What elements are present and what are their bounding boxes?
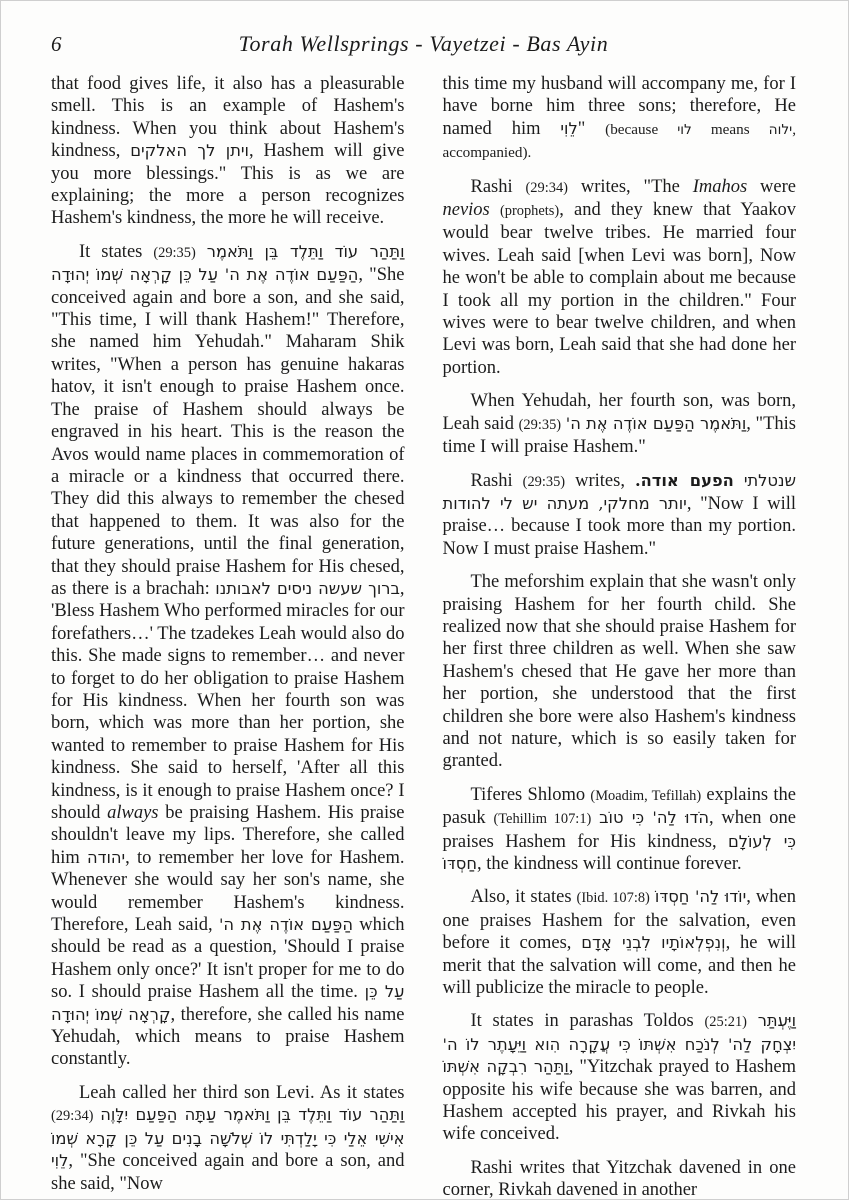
text-segment: explains the pasuk [442,784,796,829]
text-segment: this time my husband will accompany me, for I have borne him three sons; therefore, He named him [442,74,796,139]
text-segment: , Hashem will give you more blessings." This is as we are explaining; the more a person recognizes Hashem's kindness, the more he will receive. [51,141,405,229]
hebrew-text: וַתַּהַר עוֹד וַתֵּלֶד בֵּן וַתֹּאמֶר עַתָּה הַפַּעַם יִלָּוֶה אִישִׁי אֵלַי כִּי יָלַדְתִּי לוֹ שְׁלֹשָׁה בָנִים עַל כֵּן קָרָא שְׁמוֹ לֵוִי [51,1105,405,1171]
hebrew-text: יהודה [86,847,126,867]
text-segment: Rashi [470,470,523,491]
text-segment: (25:21) [704,1014,747,1031]
paragraph [51,73,405,230]
text-segment: , 'Bless Hashem Who performed miracles for our forefathers…' The tzadekes Leah would also do this. She made signs to remember… and never to forget to do her obligation to praise Hashem for His kindness. When her fourth son was born, which was more than her portion, she wanted to remember to praise Hashem for His kindness. She said to herself, 'After all this kindness, is it enough to praise Hashem once? I should [51,578,405,823]
paragraph [443,470,797,561]
page-title: Torah Wellsprings - Vayetzei - Bas Ayin [238,31,609,56]
text-segment: Leah called her third son Levi. As it states [79,1082,405,1103]
paragraph [51,241,405,1071]
text-segment: Rashi writes that Yitzchak davened in one corner, Rivkah davened in another [442,1157,796,1200]
hebrew-text: ילוה [768,121,793,138]
text-segment: (29:35) [518,416,562,433]
text-segment: (29:34) [525,179,568,196]
hebrew-text: כִּי לְעוֹלָם חַסְדּוֹ [442,831,796,873]
text-segment: , "Yitzchak prayed to Hashem opposite his wife because she was barren, and Hashem accepted his prayer, and Rivkah his wife conceived. [442,1057,796,1145]
text-segment: (Moadim, Tefillah) [590,787,702,804]
text-segment: (Ibid. 107:8) [576,890,650,907]
body-columns [51,73,796,1200]
text-segment: , when one praises Hashem for His kindness, [442,808,796,852]
text-segment: Rashi [470,176,526,197]
text-segment: (Tehillim 107:1) [493,811,592,828]
page-number: 6 [51,32,62,56]
text-segment: , accompanied). [442,120,796,162]
text-segment [734,471,744,491]
text-segment: , the kindness will continue forever. [477,854,742,874]
text-segment: , when one praises Hashem for the salvation, even before it comes, [442,887,796,954]
text-segment: writes, "The [567,176,693,197]
paragraph [51,1082,405,1195]
paragraph [443,886,797,999]
hebrew-text: שנטלתי יותר מחלקי, מעתה יש לי להודות [442,470,796,513]
text-segment [747,1011,758,1031]
paragraph [443,73,797,165]
text-segment: , therefore, she called his name Yehudah, which means to praise Hashem constantly. [51,1004,405,1070]
hebrew-text: יוֹדוּ לַה' חַסְדּוֹ [654,887,747,907]
text-segment: writes, [565,470,635,491]
text-segment: which should be read as a question, 'Should I praise Hashem only once?' It isn't proper for me to do so. I should praise Hashem all the time. [51,915,405,1003]
hebrew-text: הפעם אודה. [634,470,734,490]
text-segment: (prophets) [499,203,560,220]
text-segment: It states [79,241,154,262]
text-segment: It states in parashas Toldos [470,1011,705,1032]
text-segment: When Yehudah, her fourth son, was born, Leah said [442,391,796,434]
text-segment: (29:35) [522,473,566,490]
page-header [51,31,796,57]
hebrew-text: הֹדוּ לַה' כִּי טוֹב [599,808,710,828]
hebrew-text: וְנִפְלְאוֹתָיו לִבְנֵי אָדָם [581,933,726,953]
text-segment [591,808,599,828]
hebrew-text: וַתַּהַר עוֹד וַתֵּלֶד בֵּן וַתֹּאמֶר הַפַּעַם אוֹדֶה אֶת ה' עַל כֵּן קָרְאָה שְׁמוֹ יְהוּדָה [51,241,405,285]
text-segment: means [691,120,769,138]
paragraph [443,390,797,458]
text-segment: , "She conceived again and bore a son, and she said, "Now [51,1151,405,1194]
hebrew-text: וַתֹּאמֶר הַפַּעַם אוֹדֶה אֶת ה' [565,413,747,433]
text-segment: nevios [442,200,490,221]
text-segment [196,242,207,262]
text-segment: , and they knew that Yaakov would bear twelve tribes. He married four wives. Leah said [when Levi was born], Now he won't be able to complain about me because I took all my portion in the children." Four wives were to bear twelve children, and when Levi was born, Leah said that she had done her portion. [442,200,797,378]
text-segment: Imahos [692,176,748,197]
text-segment [490,200,500,220]
column-left [51,73,405,1200]
text-segment: (29:34) [51,1108,94,1125]
hebrew-text: ויתן לך האלקים [130,141,249,161]
text-segment: (29:35) [153,244,196,261]
text-segment: (because [605,120,678,138]
text-segment: The meforshim explain that she wasn't only praising Hashem for her fourth child. She realized now that she should praise Hashem for her first three children as well. When she saw Hashem's chesed that He gave her more than her portion, she understood that the first children she bore were also Hashem's kindness and not nature, which is so easily taken for granted. [442,572,796,772]
text-segment: , "She conceived again and bore a son, and she said, "This time, I will thank Hashem!" Therefore, she named him Yehudah." Maharam Shik writes, "When a person has genuine hakaras hatov, it isn't enough to praise Hashem once. The praise of Hashem should always be engraved in his heart. This is the reason the Avos would name places in commemoration of a miracle or a kindness that occurred there. They did this always to remember the chesed that happened to them. It was also for the future generations, until the final generation, that they should praise Hashem for His chesed, as there is a brachah: [51,265,405,599]
text-segment: Also, it states [470,887,577,908]
hebrew-text: עַל כֵּן קָרְאָה שְׁמוֹ יְהוּדָה [51,982,405,1024]
text-segment: " [577,118,606,139]
hebrew-text: וַיֶּעְתַּר יִצְחָק לַה' לְנֹכַח אִשְׁתּוֹ כִּי עֲקָרָה הִוא וַיֵּעָתֶר לוֹ ה' וַתַּהַר רִבְקָה אִשְׁתּוֹ [442,1011,797,1077]
paragraph [443,176,797,380]
text-segment: , "This time I will praise Hashem." [442,413,796,458]
text-segment: , he will merit that the salvation will come, and then he will publicize the miracle to people. [442,933,796,999]
text-segment: , "Now I will praise… because I took more than my portion. Now I must praise Hashem." [442,493,796,559]
column-right [443,73,797,1200]
text-segment: that food gives life, it also has a pleasurable smell. This is an example of Hashem's kindness. When you think about Hashem's kindness, [51,74,405,162]
paragraph [443,1010,797,1145]
text-segment: Tiferes Shlomo [470,784,591,805]
hebrew-text: הַפַּעַם אוֹדֶה אֶת ה' [218,915,353,935]
text-segment: were [747,176,796,197]
hebrew-text: ברוך שעשה ניסים לאבותנו [215,578,400,598]
hebrew-text: לוי [677,121,692,138]
text-segment: , to remember her love for Hashem. Whenever she would say her son's name, she would remember Hashem's kindness. Therefore, Leah said, [51,847,405,936]
paragraph [443,784,797,876]
text-segment: be praising Hashem. His praise shouldn't leave my lips. Therefore, she called him [51,803,405,868]
hebrew-text: לֵוִי [560,118,578,138]
text-segment: always [107,803,159,823]
paragraph [443,571,797,773]
paragraph [443,1157,797,1200]
